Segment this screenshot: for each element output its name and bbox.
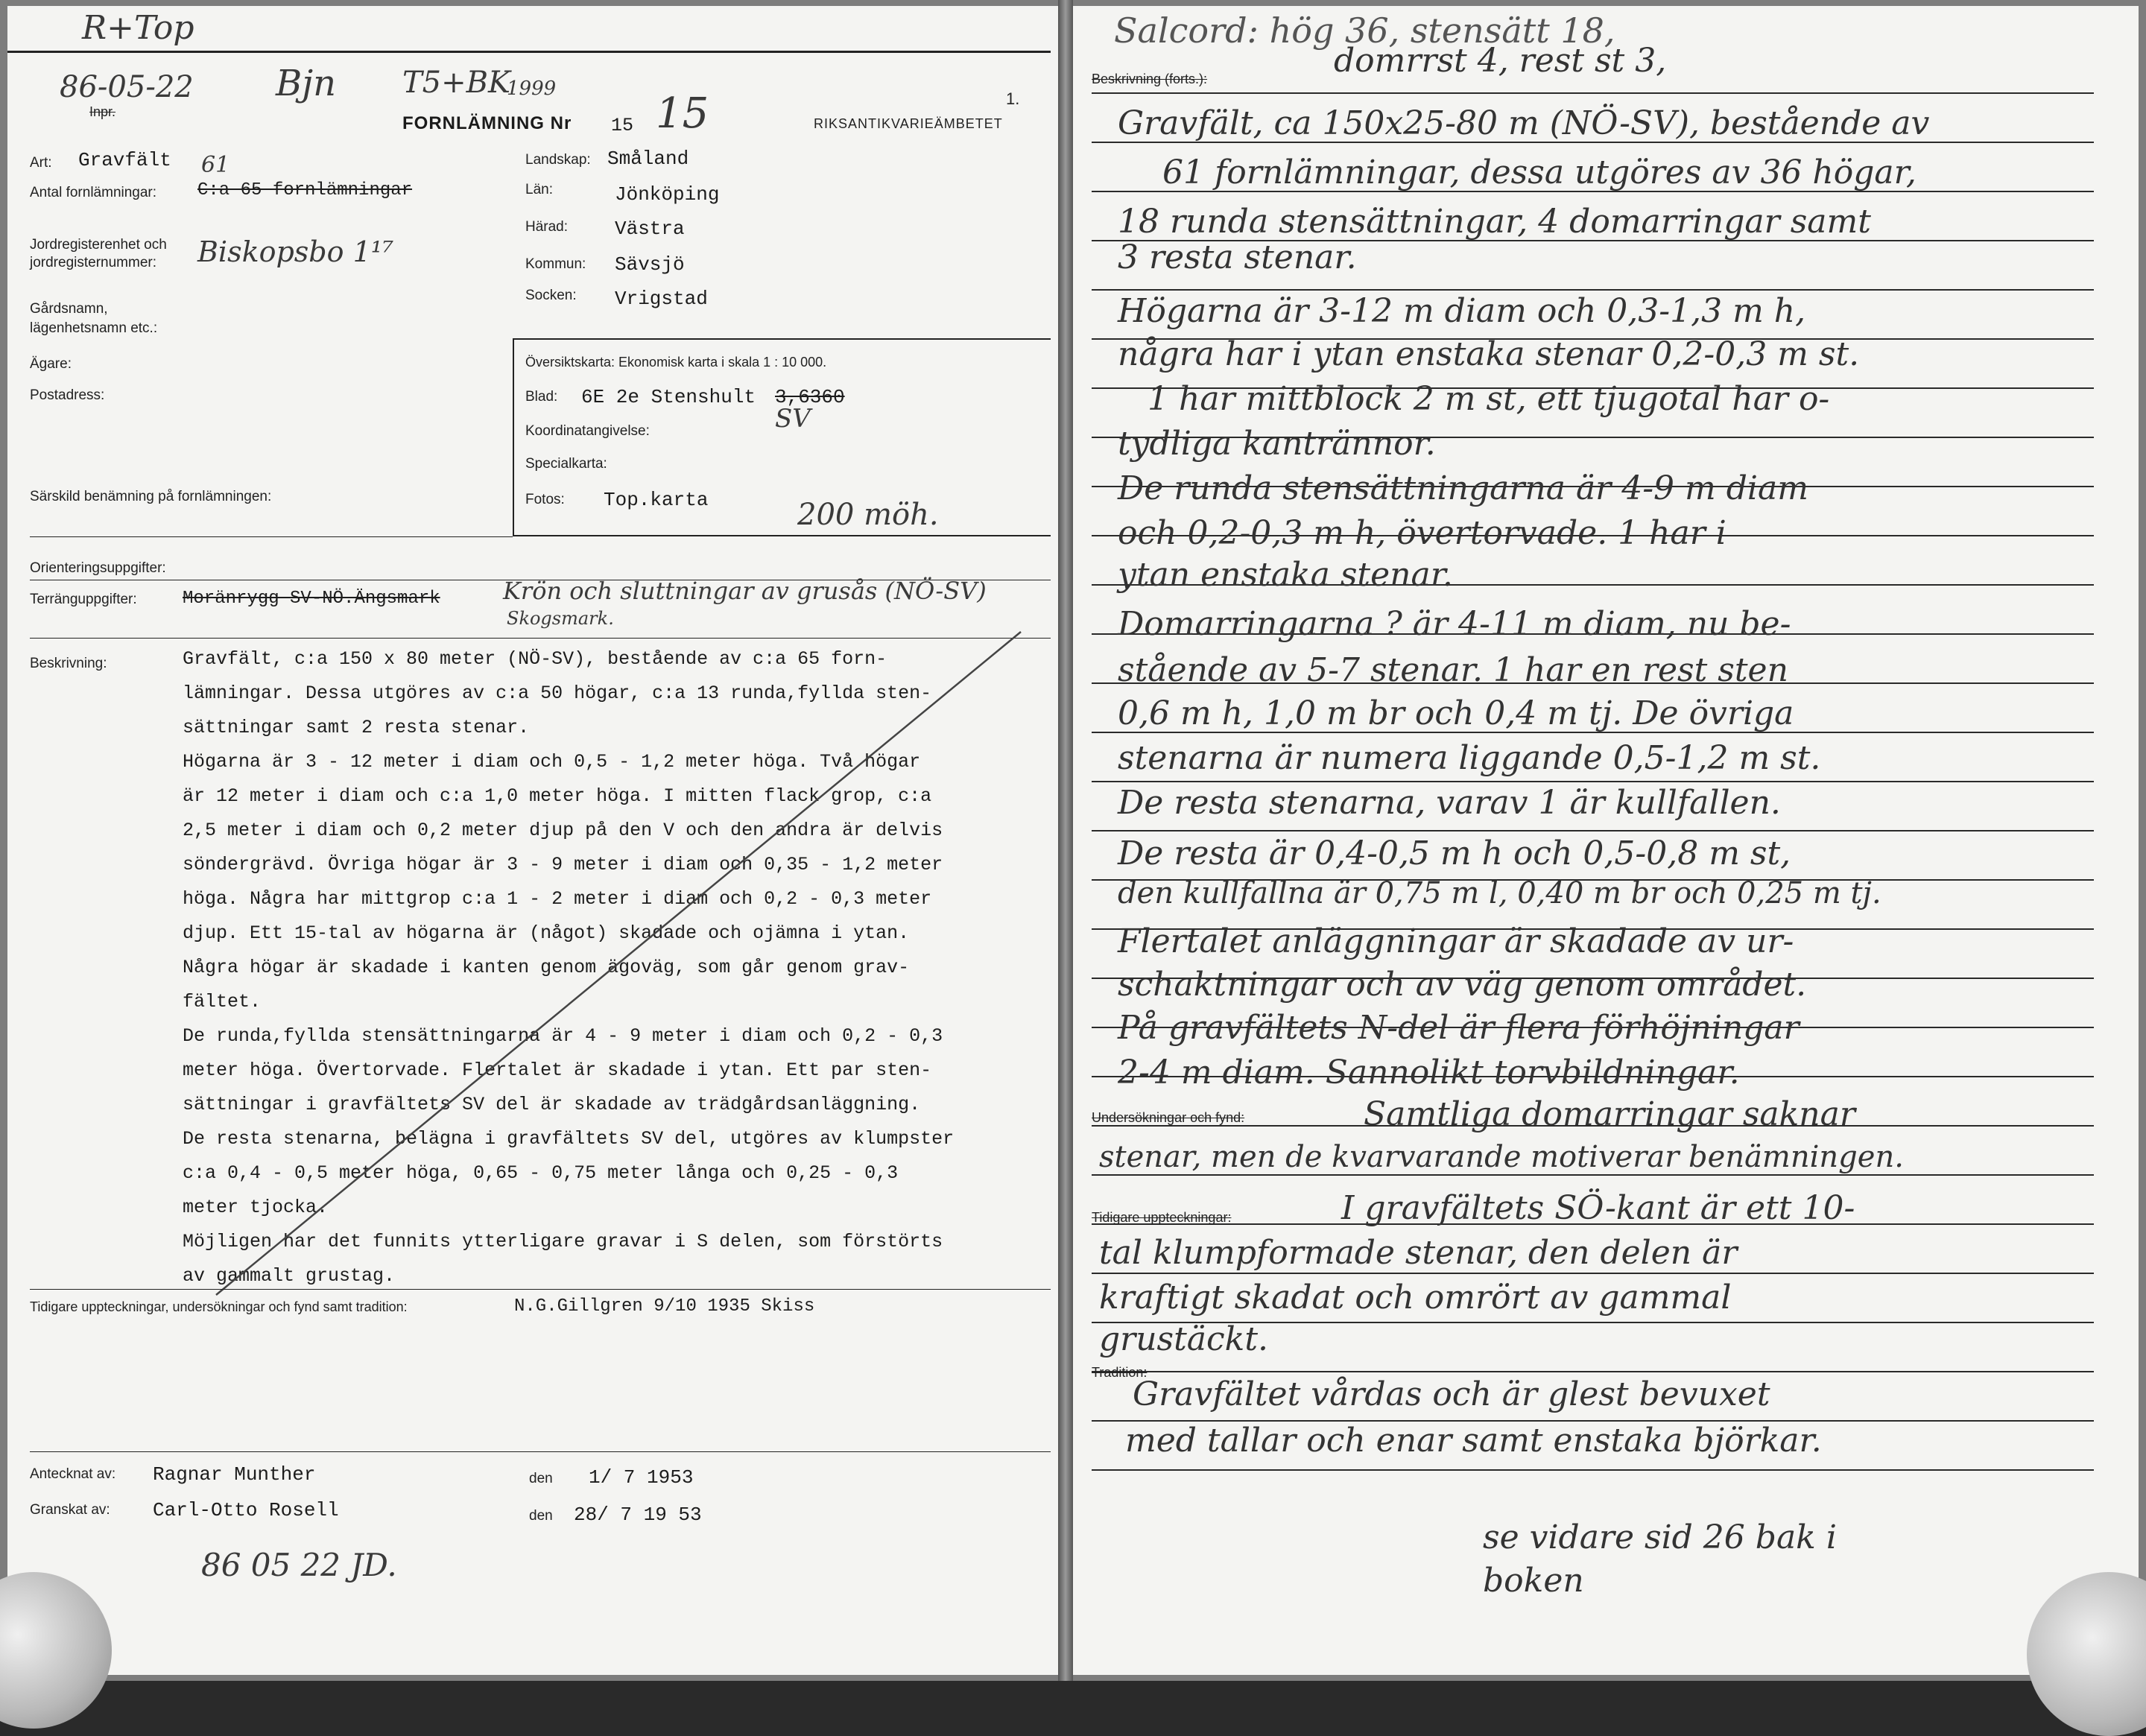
tidigare-hw-3: kraftigt skadat och omrört av gammal [1099,1279,1732,1317]
jord-handwritten: Biskopsbo 1¹⁷ [197,235,394,268]
sarskild-label: Särskild benämning på fornlämningen: [30,489,272,504]
antal-label: Antal fornlämningar: [30,185,157,200]
landskap-value: Småland [607,148,689,170]
lan-value: Jönköping [615,183,720,206]
unders-hw-1: Samtliga domarringar saknar [1364,1095,1855,1133]
hw-line: De resta är 0,4-0,5 m h och 0,5-0,8 m st, [1118,834,1791,872]
desc-line: meter höga. Övertorvade. Flertalet är skadade i ytan. Ett par sten- [183,1059,932,1081]
unders-hw-2: stenar, men de kvarvarande motiverar benämningen. [1099,1140,1904,1174]
tidigare-hw-1: I gravfältets SÖ-kant är ett 10- [1341,1189,1855,1227]
tidigare-label-right: Tidigare uppteckningar: [1092,1210,1232,1225]
hw-line: På gravfältets N-del är flera förhöjningar [1118,1009,1800,1047]
hw-line: De resta stenarna, varav 1 är kullfallen. [1118,784,1781,822]
hw-line: 0,6 m h, 1,0 m br och 0,4 m tj. De övriga [1118,694,1794,732]
hw-line: 3 resta stenar. [1118,238,1357,276]
see-more-1: se vidare sid 26 bak i [1483,1518,1837,1556]
form-number-handwritten: 15 [656,89,709,138]
handwritten-initials: Bjn [276,63,337,104]
hw-line: 1 har mittblock 2 m st, ett tjugotal har o- [1148,380,1830,418]
hw-line: tydliga kantrännor. [1118,425,1436,463]
terrang-label: Terränguppgifter: [30,592,137,607]
desc-line: De resta stenarna, belägna i gravfältets SV del, utgöres av klumpster [183,1128,955,1150]
lan-label: Län: [525,182,553,197]
postadress-label: Postadress: [30,387,105,403]
tidigare-hw-2: tal klumpformade stenar, den delen är [1099,1234,1738,1272]
signature-top-rule [30,1451,1051,1452]
inpr-label: Inpr. [89,104,116,119]
desc-line: Möjligen har det funnits ytterligare gravar i S delen, som förstörts [183,1231,943,1252]
cancel-slash-mark [179,624,1028,1310]
kommun-label: Kommun: [525,256,586,272]
desc-line: Gravfält, c:a 150 x 80 meter (NÖ-SV), bestående av c:a 65 forn- [183,648,887,670]
book-gutter [1058,0,1073,1681]
hw-line: De runda stensättningarna är 4-9 m diam [1118,469,1808,507]
gard-label-1: Gårdsnamn, [30,301,108,317]
hw-line: stående av 5-7 stenar. 1 har en rest sten [1118,651,1788,689]
map-box-top-rule [513,338,1051,340]
koord-label: Koordinatangivelse: [525,423,650,439]
tradition-label: Tradition: [1092,1365,1148,1380]
special-label: Specialkarta: [525,456,607,472]
beskr-bottom-rule [30,1289,1051,1290]
hw-line: några har i ytan enstaka stenar 0,2-0,3 m st. [1118,335,1860,373]
handwritten-date: 86-05-22 [60,70,194,104]
desc-line: De runda,fyllda stensättningarna är 4 - 9 meter i diam och 0,2 - 0,3 [183,1025,943,1047]
form-number-typed: 15 [611,115,634,136]
kommun-value: Sävsjö [615,253,685,276]
desc-line: meter tjocka. [183,1197,329,1218]
hw-line: Högarna är 3-12 m diam och 0,3-1,3 m h, [1118,292,1806,330]
socken-label: Socken: [525,288,577,303]
fotos-value: Top.karta [604,489,709,511]
beskr-cont-label: Beskrivning (forts.): [1092,72,1208,86]
handwritten-year: 1999 [507,77,557,100]
jord-label-1: Jordregisterenhet och [30,237,167,253]
fotos-label: Fotos: [525,492,565,507]
beskr-label: Beskrivning: [30,656,107,671]
hw-line: stenarna är numera liggande 0,5-1,2 m st. [1118,739,1821,777]
trad-hw-1: Gravfältet vårdas och är glest bevuxet [1133,1375,1770,1413]
desc-line: söndergrävd. Övriga högar är 3 - 9 meter i diam och 0,35 - 1,2 meter [183,854,943,875]
desc-line: fältet. [183,991,262,1013]
desc-line: 2,5 meter i diam och 0,2 meter djup på den V och den andra är delvis [183,820,943,841]
antal-value: C:a 65 fornlämningar [197,180,413,200]
hw-line: 61 fornlämningar, dessa utgöres av 36 högar, [1162,153,1916,191]
blad-value: 6E 2e Stenshult [581,386,756,408]
salcord-handwritten: Salcord: hög 36, stensätt 18, [1114,10,1615,51]
hw-line: Flertalet anläggningar är skadade av ur- [1118,922,1794,960]
art-label: Art: [30,155,52,171]
hw-line: schaktningar och av väg genom området. [1118,966,1807,1004]
gard-label-2: lägenhetsnamn etc.: [30,320,158,336]
bottom-handwritten-date: 86 05 22 JD. [201,1547,397,1583]
desc-line: djup. Ett 15-tal av högarna är (något) skadade och ojämna i ytan. [183,922,910,944]
agare-label: Ägare: [30,356,72,372]
terrang-handwritten-2: Skogsmark. [507,608,614,629]
orient-label: Orienteringsuppgifter: [30,560,166,576]
hw-line: och 0,2-0,3 m h, övertorvade. 1 har i [1118,514,1726,552]
header-rule [7,51,1051,53]
desc-line: av gammalt grustag. [183,1265,396,1287]
hw-line: ytan enstaka stenar. [1118,556,1453,594]
terrang-value: Moränrygg SV-NÖ.Ängsmark [183,589,440,609]
desc-line: höga. Några har mittgrop c:a 1 - 2 meter i diam och 0,2 - 0,3 meter [183,888,932,910]
granskat-label: Granskat av: [30,1502,110,1518]
trad-hw-2: med tallar och enar samt enstaka björkar. [1125,1422,1822,1460]
desc-line: c:a 0,4 - 0,5 meter höga, 0,65 - 0,75 meter långa och 0,25 - 0,3 [183,1162,899,1184]
desc-line: Högarna är 3 - 12 meter i diam och 0,5 - 1,2 meter höga. Två högar [183,751,921,773]
agency-name: RIKSANTIKVARIEÄMBETET [814,116,1003,131]
desc-line: är 12 meter i diam och c:a 1,0 meter höga. I mitten flack grop, c:a [183,785,932,807]
desc-line: lämningar. Dessa utgöres av c:a 50 högar, c:a 13 runda,fyllda sten- [183,682,932,704]
map-box-bottom-rule [513,535,1051,536]
blad-label: Blad: [525,389,558,405]
tidigare-value: N.G.Gillgren 9/10 1935 Skiss [514,1296,815,1317]
socken-value: Vrigstad [615,288,708,310]
jord-label-2: jordregisternummer: [30,255,156,270]
see-more-2: boken [1483,1562,1584,1600]
desc-line: Några högar är skadade i kanten genom ägoväg, som går genom grav- [183,957,910,978]
art-value: Gravfält [78,149,171,171]
left-page-form [7,6,1058,1675]
desc-line: sättningar samt 2 resta stenar. [183,717,530,738]
handwritten-top-code: R+Top [82,9,194,47]
hw-line: Domarringarna ? är 4-11 m diam, nu be- [1118,605,1791,643]
terrang-handwritten-1: Krön och sluttningar av grusås (NÖ-SV) [503,577,987,605]
sarskild-rule [30,536,513,537]
granskat-value: Carl-Otto Rosell [153,1499,339,1521]
antal-handwritten: 61 [201,152,230,178]
page-number: 1. [1006,89,1020,108]
salcord-handwritten-2: domrrst 4, rest st 3, [1334,42,1667,80]
antecknat-value: Ragnar Munther [153,1463,316,1486]
hw-line: 18 runda stensättningar, 4 domarringar samt [1118,203,1871,241]
blad-struck: 3,6360 [775,386,845,408]
harad-label: Härad: [525,219,569,235]
antecknat-den: den [529,1471,553,1486]
hw-line: Gravfält, ca 150x25-80 m (NÖ-SV), bestående av [1118,104,1930,142]
map-box-left-rule [513,338,514,536]
tidigare-hw-4: grustäckt. [1099,1320,1269,1358]
unders-label: Undersökningar och fynd: [1092,1110,1245,1125]
hw-line: den kullfallna är 0,75 m l, 0,40 m br och 0,25 m tj. [1118,876,1881,910]
granskat-date: 28/ 7 19 53 [574,1504,702,1526]
handwritten-ts: T5+BK [402,66,510,100]
form-title: FORNLÄMNING Nr [402,113,572,133]
blad-handwritten: SV [775,404,811,434]
desc-line: sättningar i gravfältets SV del är skadade av trädgårdsanläggning. [183,1094,921,1115]
hw-line: 2-4 m diam. Sannolikt torvbildningar. [1118,1054,1740,1092]
antecknat-label: Antecknat av: [30,1466,116,1482]
harad-value: Västra [615,218,685,240]
oversikt-label: Översiktskarta: Ekonomisk karta i skala 1 : 10 000. [525,355,827,370]
antecknat-date: 1/ 7 1953 [589,1466,694,1489]
landskap-label: Landskap: [525,152,591,168]
granskat-den: den [529,1508,553,1524]
tidigare-label: Tidigare uppteckningar, undersökningar och fynd samt tradition: [30,1299,408,1314]
moh-handwritten: 200 möh. [797,498,939,532]
